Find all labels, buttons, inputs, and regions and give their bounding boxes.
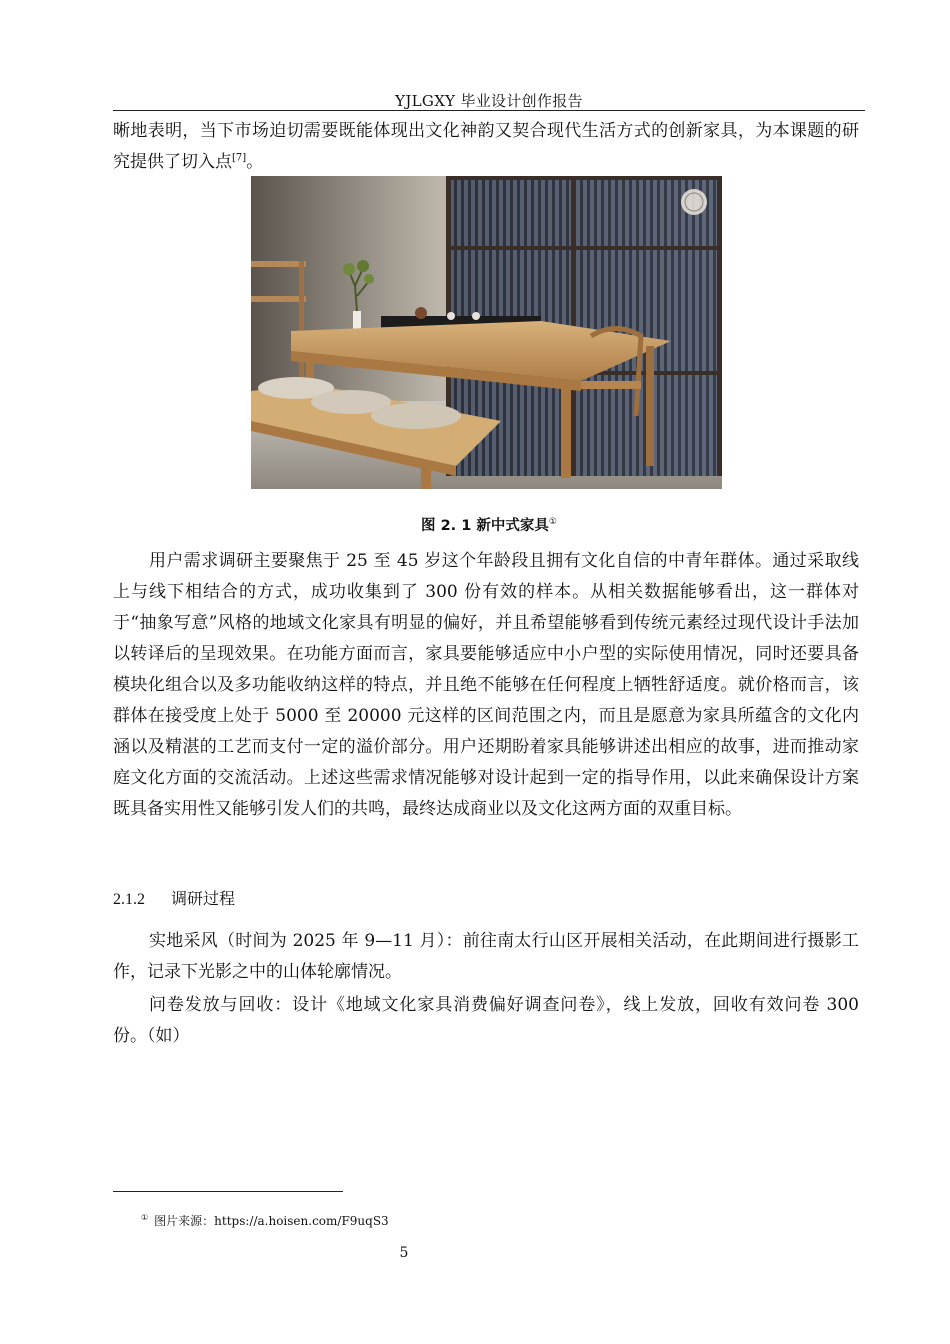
- footnote: [141, 1212, 389, 1229]
- section-title: 调研过程: [171, 889, 236, 908]
- caption-note-mark: ①: [548, 517, 557, 528]
- section-heading: [113, 886, 235, 909]
- footnote-mark: ①: [141, 1213, 149, 1222]
- fieldwork-paragraph: 实地采风（时间为 2025 年 9—11 月）：前往南太行山区开展相关活动，在此期间进行摄影工作，记录下光影之中的山体轮廓情况。: [113, 931, 859, 982]
- footnote-text: 图片来源：https://a.hoisen.com/F9uqS3: [154, 1214, 389, 1228]
- section-number: 2.1.2: [113, 891, 145, 908]
- furniture-photo: [251, 176, 722, 489]
- page-number: 5: [399, 1245, 409, 1261]
- user-research-paragraph: 用户需求调研主要聚焦于 25 至 45 岁这个年龄段且拥有文化自信的中青年群体。通过采取线上与线下相结合的方式，成功收集到了 300 份有效的样本。从相关数据能够看出，这一群体对于“抽象写意”风格的地域文化家具有明显的偏好，并且希望能够看到传统元素经过现代设计手法加以转译后的呈现效果。在功能方面而言，家具要能够适应中小户型的实际使用情况，同时还要具备模块化组合以及多功能收纳这样的特点，并且绝不能够在任何程度上牺牲舒适度。就价格而言，该群体在接受度上处于 5000 至 20000 元这样的区间范围之内，而且是愿意为家具所蕴含的文化内涵以及精湛的工艺而支付一定的溢价部分。用户还期盼着家具能够讲述出相应的故事，进而推动家庭文化方面的交流活动。上述这些需求情况能够对设计起到一定的指导作用，以此来确保设计方案既具备实用性又能够引发人们的共鸣，最终达成商业以及文化这两方面的双重目标。: [113, 551, 859, 819]
- intro-text: 晰地表明，当下市场迫切需要既能体现出文化神韵又契合现代生活方式的创新家具，为本课题的研究提供了切入点: [113, 121, 859, 172]
- figure-caption: [113, 514, 865, 535]
- caption-text: 图 2. 1 新中式家具: [421, 518, 549, 534]
- citation-mark: [7]: [232, 152, 247, 164]
- intro-end: 。: [246, 152, 264, 172]
- header-rule: [113, 110, 865, 111]
- intro-paragraph: [113, 116, 859, 178]
- questionnaire-paragraph: 问卷发放与回收：设计《地域文化家具消费偏好调查问卷》，线上发放，回收有效问卷 300 份。（如）: [113, 995, 859, 1046]
- page-header: YJLGXY 毕业设计创作报告: [395, 92, 583, 110]
- footnote-rule: [113, 1191, 343, 1192]
